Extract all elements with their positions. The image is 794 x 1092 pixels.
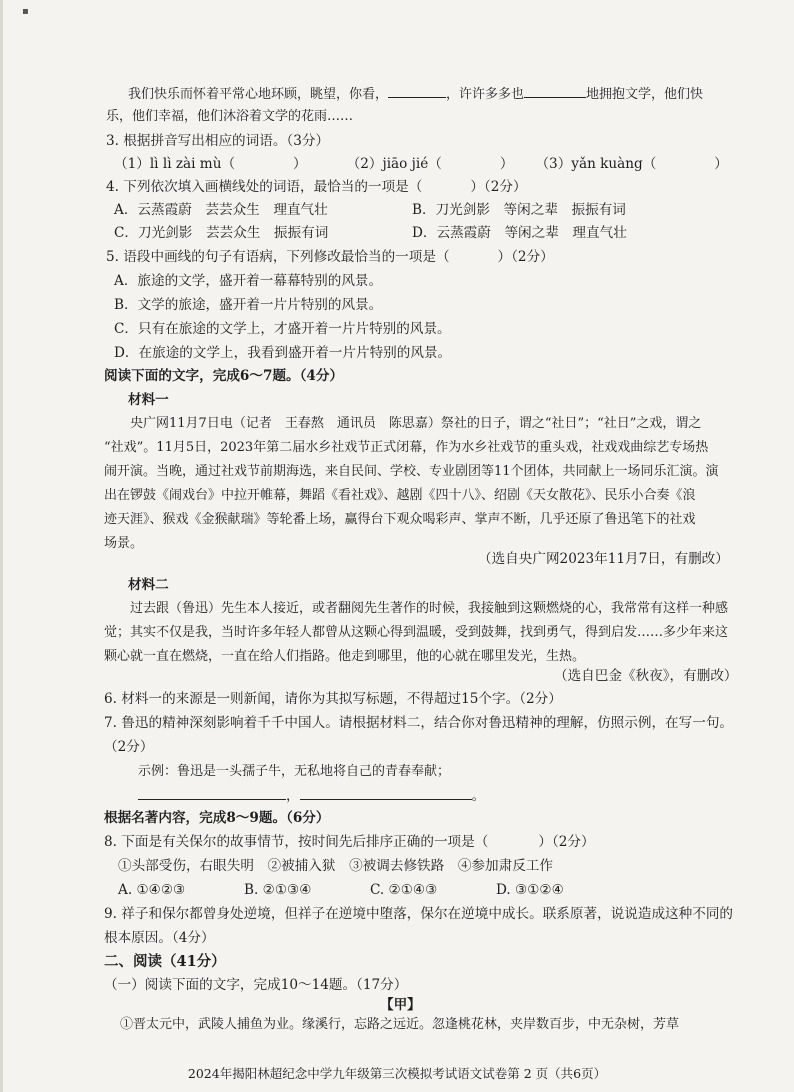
intro-line-2: 乐，他们幸福，他们沐浴着文学的花雨…… xyxy=(106,109,354,124)
q5-stem xyxy=(106,248,554,266)
q8-events: ①头部受伤，右眼失明 ②被捕入狱 ③被调去修铁路 ④参加肃反工作 xyxy=(118,858,553,874)
q3-item2-label: （2）jiāo jié（ xyxy=(346,156,442,172)
material2-title: 材料二 xyxy=(128,577,169,593)
q5-stem-end: ）（2分） xyxy=(497,249,554,265)
q8-option-d: D. ③①②④ xyxy=(496,882,564,898)
material1-line: 迹天涯》、猴戏《金猴献瑞》等轮番上场，赢得台下观众喝彩声、掌声不断，几乎还原了鲁迅笔下的社戏 xyxy=(104,512,696,527)
q3-item1-label: （1）lì lì zài mù（ xyxy=(114,156,236,172)
q3-item2-close: ） xyxy=(499,156,514,172)
q8-stem xyxy=(104,833,595,851)
read89-stem: 根据名著内容，完成8～9题。（6分） xyxy=(104,810,330,826)
q4-stem-text: 4. 下列依次填入画横线处的词语，最恰当的一项是（ xyxy=(106,179,423,195)
q5-option-d: D．在旅途的文学上，我看到盛开着一片片特别的风景。 xyxy=(114,345,452,361)
answer-blank[interactable] xyxy=(524,84,586,98)
q8-option-a: A. ①④②③ xyxy=(118,882,186,898)
q5-option-b: B．文学的旅途，盛开着一片片特别的风景。 xyxy=(114,297,383,313)
material1-line: 闹开演。当晚，通过社戏节前期海选，来自民间、学校、专业剧团等11个团体，共同献上一场同乐汇演。演 xyxy=(104,464,719,479)
q4-option-a: A．云蒸霞蔚 芸芸众生 理直气壮 xyxy=(114,202,328,218)
q3-item3-label: （3）yǎn kuàng（ xyxy=(535,156,657,172)
q7-example: 示例：鲁迅是一头孺子牛，无私地将自己的青春奉献； xyxy=(138,764,451,779)
page-footer: 2024年揭阳林超纪念中学九年级第三次模拟考试语文试卷第 2 页（共6页） xyxy=(187,1066,607,1081)
q8-stem-end: ）（2分） xyxy=(538,834,595,850)
intro-text-b: ，许许多多也 xyxy=(446,87,525,102)
header-mark: ▪ xyxy=(22,6,29,17)
q3-items xyxy=(114,155,728,173)
passage-jia-line: ①晋太元中，武陵人捕鱼为业。缘溪行，忘路之远近。忽逢桃花林，夹岸数百步，中无杂树，芳草 xyxy=(120,1017,680,1032)
q4-option-d: D．云蒸霞蔚 等闲之辈 理直气壮 xyxy=(412,225,627,241)
q7-period: 。 xyxy=(471,788,486,804)
q7-stem-line2: （2分） xyxy=(104,739,154,755)
q7-answer-blank-1[interactable] xyxy=(138,786,286,800)
passage-jia-title: 【甲】 xyxy=(380,997,421,1013)
section2-heading: 二、阅读（41分） xyxy=(104,953,226,970)
material2-line: 过去跟（鲁迅）先生本人接近，或者翻阅先生著作的时候，我接触到这颗燃烧的心，我常常有这样一种感 xyxy=(130,601,729,616)
intro-text-a: 我们快乐而怀着平常心地环顾，眺望，你看， xyxy=(128,87,389,102)
answer-blank[interactable] xyxy=(388,84,446,98)
material1-line: 场景。 xyxy=(104,536,144,551)
q5-option-a: A．旅途的文学，盛开着一幕幕特别的风景。 xyxy=(114,273,383,289)
read67-stem: 阅读下面的文字，完成6～7题。（4分） xyxy=(104,368,344,384)
q3-item3-close: ） xyxy=(714,156,728,172)
q5-option-c: C．只有在旅途的文学上，才盛开着一片片特别的风景。 xyxy=(114,321,451,337)
part1-stem: （一）阅读下面的文字，完成10～14题。（17分） xyxy=(104,977,408,993)
q8-option-b: B. ②①③④ xyxy=(244,882,312,898)
q9-stem-line1: 9. 祥子和保尔都曾身处逆境，但祥子在逆境中堕落，保尔在逆境中成长。联系原著，说说造成这种不同的 xyxy=(104,906,734,922)
q4-option-b: B．刀光剑影 等闲之辈 振振有词 xyxy=(412,202,626,218)
material1-line: 出在锣鼓《闹戏台》中拉开帷幕，舞蹈《看社戏》、越剧《四十八》、绍剧《天女散花》、民乐小合奏《浪 xyxy=(104,488,696,503)
intro-line-1 xyxy=(128,84,703,104)
scan-edge xyxy=(0,0,3,1092)
material1-line: “社戏”。11月5日，2023年第二届水乡社戏节正式闭幕，作为水乡社戏节的重头戏，社戏戏曲综艺专场热 xyxy=(104,440,709,455)
q7-stem-line1: 7. 鲁迅的精神深刻影响着千千中国人。请根据材料二，结合你对鲁迅精神的理解，仿照示例，在写一句。 xyxy=(104,715,734,731)
q4-stem xyxy=(106,178,527,196)
q4-stem-end: ）（2分） xyxy=(470,179,527,195)
q8-stem-text: 8. 下面是有关保尔的故事情节，按时间先后排序正确的一项是（ xyxy=(104,834,489,850)
q8-option-c: C. ②①④③ xyxy=(370,882,438,898)
q6-stem: 6. 材料一的来源是一则新闻，请你为其拟写标题，不得超过15个字。（2分） xyxy=(104,691,562,707)
q5-stem-text: 5. 语段中画线的句子有语病，下列修改最恰当的一项是（ xyxy=(106,249,450,265)
material2-source: （选自巴金《秋夜》，有删改） xyxy=(554,668,738,684)
q7-answer-line xyxy=(138,786,485,805)
q7-answer-blank-2[interactable] xyxy=(300,786,472,800)
q3-stem: 3. 根据拼音写出相应的词语。（3分） xyxy=(106,133,330,149)
intro-text-c: 地拥抱文学，他们快 xyxy=(586,87,704,102)
q9-stem-line2: 根本原因。（4分） xyxy=(104,930,215,946)
material1-title: 材料一 xyxy=(128,392,169,408)
q3-item1-close: ） xyxy=(293,156,307,172)
material1-line: 央广网11月7日电（记者 王春熬 通讯员 陈思嘉）祭社的日子，谓之“社日”；“社日”之戏，谓之 xyxy=(130,416,702,431)
q4-option-c: C．刀光剑影 芸芸众生 振振有词 xyxy=(114,225,329,241)
q7-comma: ， xyxy=(286,788,300,804)
material2-line: 颗心就一直在燃烧，一直在给人们指路。他走到哪里，他的心就在哪里发光，生热。 xyxy=(104,649,586,664)
material2-line: 觉；其实不仅是我，当时许多年轻人都曾从这颗心得到温暖，受到鼓舞，找到勇气，得到启发……多少年来这 xyxy=(104,625,729,640)
material1-source: （选自央广网2023年11月7日，有删改） xyxy=(478,551,729,567)
